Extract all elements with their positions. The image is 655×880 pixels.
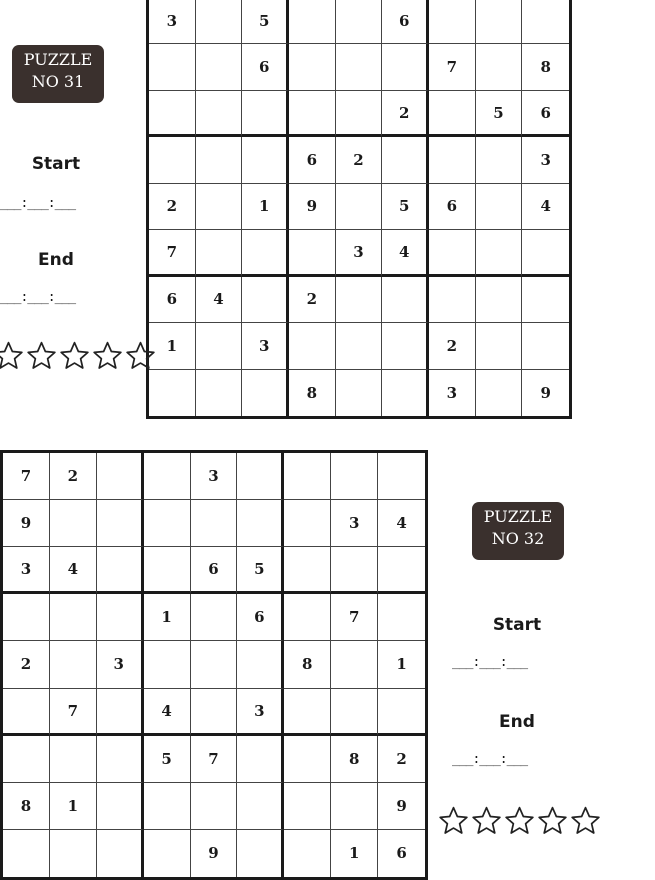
sudoku-cell[interactable] [237, 641, 284, 688]
sudoku-cell[interactable] [289, 44, 336, 90]
star-icon[interactable] [58, 340, 91, 372]
sudoku-cell[interactable] [429, 137, 476, 183]
sudoku-cell[interactable] [289, 0, 336, 44]
sudoku-cell[interactable] [378, 453, 425, 500]
sudoku-cell[interactable]: 6 [429, 184, 476, 230]
sudoku-cell[interactable] [382, 277, 429, 323]
sudoku-cell[interactable] [522, 323, 569, 369]
sudoku-cell[interactable] [237, 453, 284, 500]
sudoku-cell[interactable] [237, 783, 284, 830]
sudoku-cell[interactable] [242, 277, 289, 323]
sudoku-cell[interactable] [289, 323, 336, 369]
sudoku-cell[interactable] [196, 230, 243, 276]
sudoku-cell[interactable] [149, 370, 196, 416]
sudoku-cell[interactable]: 6 [396, 844, 407, 863]
badge-line-1: PUZZLE [483, 507, 553, 526]
star-icon[interactable] [25, 340, 58, 372]
sudoku-cell[interactable]: 9 [3, 500, 50, 547]
sudoku-cell[interactable] [284, 830, 331, 877]
sudoku-cell[interactable]: 1 [149, 323, 196, 369]
sudoku-cell[interactable]: 7 [429, 44, 476, 90]
sudoku-cell[interactable]: 3 [331, 500, 378, 547]
sudoku-cell[interactable]: 3 [3, 547, 50, 594]
badge-line-1: PUZZLE [23, 50, 93, 69]
sudoku-cell[interactable]: 1 [331, 830, 378, 877]
sudoku-cell[interactable] [144, 641, 191, 688]
sudoku-cell[interactable]: 8 [284, 641, 331, 688]
sudoku-cell[interactable]: 5 [144, 736, 191, 783]
start-label-32: Start [492, 615, 542, 635]
end-time-field-32[interactable]: ___:___:___ [452, 752, 528, 767]
sudoku-cell[interactable] [429, 230, 476, 276]
sudoku-cell[interactable]: 5 [242, 0, 289, 44]
star-icon[interactable] [0, 340, 25, 372]
end-label-32: End [499, 712, 535, 732]
sudoku-cell[interactable] [196, 0, 243, 44]
sudoku-cell[interactable] [97, 783, 144, 830]
sudoku-cell[interactable]: 6 [149, 277, 196, 323]
sudoku-cell[interactable] [336, 44, 383, 90]
sudoku-cell[interactable] [331, 547, 378, 594]
sudoku-cell[interactable] [237, 736, 284, 783]
sudoku-cell[interactable] [50, 500, 97, 547]
sudoku-cell[interactable]: 3 [336, 230, 383, 276]
sudoku-cell[interactable]: 8 [522, 44, 569, 90]
sudoku-cell[interactable] [336, 91, 383, 137]
sudoku-cell[interactable]: 7 [191, 736, 238, 783]
sudoku-cell[interactable]: 8 [289, 370, 336, 416]
sudoku-cell[interactable] [284, 594, 331, 641]
sudoku-cell[interactable] [242, 370, 289, 416]
sudoku-cell[interactable]: 2 [289, 277, 336, 323]
sudoku-cell[interactable]: 3 [429, 370, 476, 416]
sudoku-cell[interactable] [336, 277, 383, 323]
sudoku-cell[interactable] [284, 783, 331, 830]
sudoku-cell[interactable] [284, 736, 331, 783]
sudoku-cell[interactable]: 3 [97, 641, 144, 688]
star-icon[interactable] [437, 805, 470, 837]
sudoku-cell[interactable] [429, 277, 476, 323]
sudoku-cell[interactable] [378, 689, 425, 736]
sudoku-cell[interactable] [149, 137, 196, 183]
sudoku-cell[interactable] [336, 370, 383, 416]
sudoku-cell[interactable]: 9 [540, 383, 551, 402]
sudoku-cell[interactable] [50, 736, 97, 783]
sudoku-cell[interactable]: 4 [144, 689, 191, 736]
sudoku-cell[interactable] [196, 323, 243, 369]
sudoku-cell[interactable]: 3 [191, 453, 238, 500]
badge-line-2: NO 32 [491, 529, 545, 548]
sudoku-cell[interactable] [284, 453, 331, 500]
badge-line-2: NO 31 [31, 72, 85, 91]
sudoku-cell[interactable] [382, 323, 429, 369]
sudoku-cell[interactable] [331, 453, 378, 500]
sudoku-cell[interactable] [242, 137, 289, 183]
sudoku-cell[interactable] [196, 184, 243, 230]
sudoku-cell[interactable] [284, 547, 331, 594]
sudoku-cell[interactable]: 4 [196, 277, 243, 323]
sudoku-cell[interactable] [50, 594, 97, 641]
sudoku-cell[interactable] [476, 184, 523, 230]
sudoku-cell[interactable]: 1 [50, 783, 97, 830]
sudoku-cell[interactable] [284, 689, 331, 736]
sudoku-cell[interactable]: 5 [382, 184, 429, 230]
sudoku-cell[interactable] [144, 500, 191, 547]
sudoku-cell[interactable] [97, 736, 144, 783]
sudoku-cell[interactable]: 3 [522, 137, 569, 183]
rating-stars-31[interactable] [0, 340, 157, 372]
sudoku-cell[interactable]: 2 [429, 323, 476, 369]
sudoku-cell[interactable] [242, 91, 289, 137]
sudoku-cell[interactable]: 9 [378, 783, 425, 830]
star-icon[interactable] [503, 805, 536, 837]
sudoku-cell[interactable] [191, 594, 238, 641]
sudoku-cell[interactable] [191, 500, 238, 547]
sudoku-cell[interactable] [196, 370, 243, 416]
sudoku-cell[interactable] [331, 689, 378, 736]
sudoku-cell[interactable] [476, 370, 523, 416]
sudoku-cell[interactable]: 9 [191, 830, 238, 877]
puzzle-32-badge [472, 502, 564, 560]
sudoku-cell[interactable] [284, 500, 331, 547]
star-icon[interactable] [124, 340, 157, 372]
sudoku-cell[interactable]: 4 [50, 547, 97, 594]
sudoku-cell[interactable]: 2 [336, 137, 383, 183]
end-time-field-31[interactable]: ___:___:___ [0, 290, 76, 305]
sudoku-cell[interactable] [476, 277, 523, 323]
sudoku-cell[interactable]: 2 [50, 453, 97, 500]
sudoku-cell[interactable] [149, 91, 196, 137]
sudoku-cell[interactable]: 7 [3, 453, 50, 500]
sudoku-cell[interactable]: 1 [144, 594, 191, 641]
sudoku-cell[interactable] [382, 44, 429, 90]
sudoku-cell[interactable] [476, 323, 523, 369]
sudoku-cell[interactable] [97, 594, 144, 641]
sudoku-cell[interactable]: 8 [331, 736, 378, 783]
sudoku-cell[interactable] [196, 44, 243, 90]
sudoku-cell[interactable] [144, 783, 191, 830]
sudoku-cell[interactable]: 9 [289, 184, 336, 230]
start-label-31: Start [31, 154, 81, 174]
sudoku-cell[interactable]: 2 [149, 184, 196, 230]
sudoku-cell[interactable] [149, 44, 196, 90]
sudoku-cell[interactable]: 7 [331, 594, 378, 641]
sudoku-cell[interactable] [429, 91, 476, 137]
sudoku-cell[interactable] [331, 641, 378, 688]
sudoku-cell[interactable]: 2 [382, 91, 429, 137]
sudoku-cell[interactable] [191, 641, 238, 688]
sudoku-cell[interactable]: 6 [191, 547, 238, 594]
sudoku-cell[interactable] [144, 547, 191, 594]
sudoku-cell[interactable]: 2 [3, 641, 50, 688]
sudoku-cell[interactable] [336, 323, 383, 369]
sudoku-cell[interactable] [97, 547, 144, 594]
sudoku-cell[interactable] [144, 830, 191, 877]
sudoku-cell[interactable] [476, 137, 523, 183]
star-icon[interactable] [569, 805, 602, 837]
sudoku-cell[interactable]: 1 [242, 184, 289, 230]
sudoku-cell[interactable] [3, 830, 50, 877]
sudoku-cell[interactable] [476, 0, 523, 44]
puzzle-31-badge [12, 45, 104, 103]
star-icon[interactable] [470, 805, 503, 837]
sudoku-cell[interactable] [522, 277, 569, 323]
sudoku-cell[interactable] [196, 91, 243, 137]
sudoku-cell[interactable] [3, 736, 50, 783]
sudoku-cell[interactable] [382, 137, 429, 183]
sudoku-cell[interactable] [97, 689, 144, 736]
sudoku-cell[interactable] [331, 783, 378, 830]
sudoku-cell[interactable] [476, 44, 523, 90]
sudoku-cell[interactable]: 1 [378, 641, 425, 688]
sudoku-cell[interactable]: 6 [289, 137, 336, 183]
sudoku-cell[interactable]: 4 [382, 230, 429, 276]
sudoku-cell[interactable]: 6 [522, 91, 569, 137]
sudoku-cell[interactable] [382, 370, 429, 416]
sudoku-cell[interactable]: 7 [149, 230, 196, 276]
sudoku-cell[interactable] [3, 689, 50, 736]
sudoku-cell[interactable] [289, 91, 336, 137]
end-label-31: End [38, 250, 74, 270]
sudoku-grid-31 [146, 0, 572, 419]
sudoku-cell[interactable]: 5 [476, 91, 523, 137]
sudoku-cell[interactable] [50, 830, 97, 877]
sudoku-grid-32 [0, 450, 428, 880]
sudoku-cell[interactable]: 4 [378, 500, 425, 547]
sudoku-cell[interactable]: 3 [237, 689, 284, 736]
sudoku-cell[interactable] [336, 0, 383, 44]
sudoku-cell[interactable]: 6 [242, 44, 289, 90]
sudoku-cell[interactable] [97, 830, 144, 877]
sudoku-cell[interactable] [196, 137, 243, 183]
sudoku-cell[interactable] [476, 230, 523, 276]
sudoku-cell[interactable]: 2 [378, 736, 425, 783]
sudoku-cell[interactable]: 3 [242, 323, 289, 369]
sudoku-cell[interactable] [336, 184, 383, 230]
sudoku-cell[interactable] [378, 594, 425, 641]
sudoku-cell[interactable] [237, 830, 284, 877]
sudoku-cell[interactable] [97, 500, 144, 547]
sudoku-cell[interactable]: 3 [149, 0, 196, 44]
start-time-field-31[interactable]: ___:___:___ [0, 196, 76, 211]
sudoku-cell[interactable]: 5 [237, 547, 284, 594]
sudoku-cell[interactable]: 6 [237, 594, 284, 641]
rating-stars-32[interactable] [437, 805, 602, 837]
start-time-field-32[interactable]: ___:___:___ [452, 655, 528, 670]
sudoku-cell[interactable] [3, 594, 50, 641]
star-icon[interactable] [536, 805, 569, 837]
sudoku-cell[interactable] [191, 689, 238, 736]
star-icon[interactable] [91, 340, 124, 372]
sudoku-cell[interactable] [50, 641, 97, 688]
sudoku-cell[interactable] [429, 0, 476, 44]
sudoku-cell[interactable]: 6 [382, 0, 429, 44]
sudoku-cell[interactable]: 8 [3, 783, 50, 830]
sudoku-cell[interactable]: 7 [50, 689, 97, 736]
sudoku-cell[interactable] [97, 453, 144, 500]
sudoku-cell[interactable] [522, 0, 569, 44]
sudoku-cell[interactable] [378, 547, 425, 594]
sudoku-cell[interactable] [237, 500, 284, 547]
sudoku-cell[interactable] [191, 783, 238, 830]
sudoku-cell[interactable] [522, 230, 569, 276]
sudoku-cell[interactable] [144, 453, 191, 500]
sudoku-cell[interactable] [289, 230, 336, 276]
sudoku-cell[interactable]: 4 [522, 184, 569, 230]
sudoku-cell[interactable] [242, 230, 289, 276]
